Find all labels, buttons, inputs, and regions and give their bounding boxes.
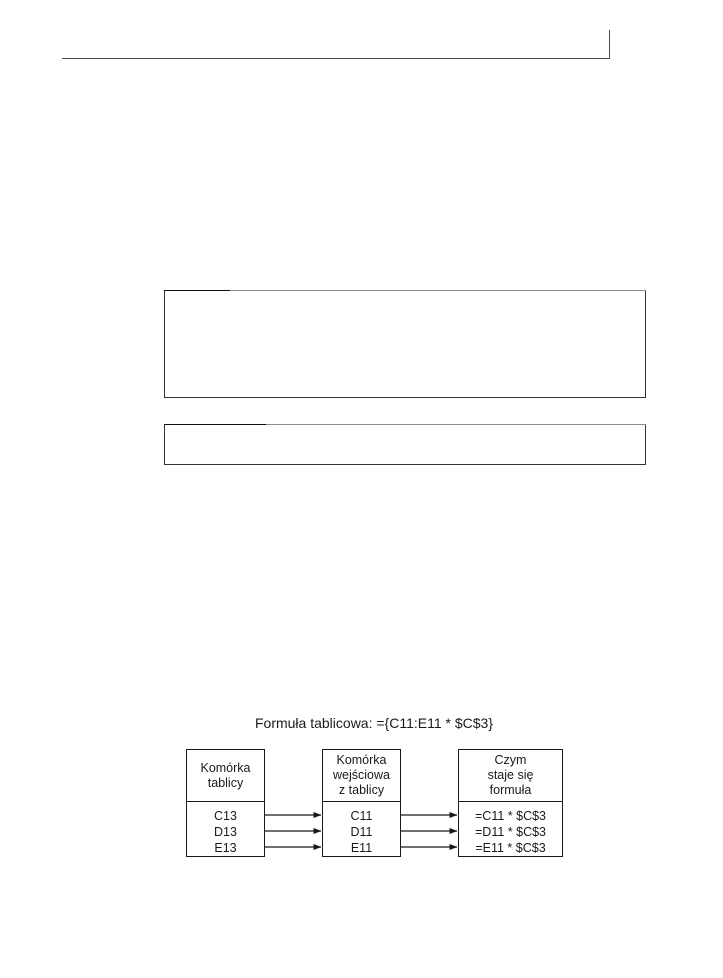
resulting-formula-header: Czym staje się formuła <box>459 750 562 802</box>
array-cell-d13: D13 <box>214 825 237 839</box>
input-cell-e11: E11 <box>350 841 373 855</box>
array-cell-c13: C13 <box>214 809 237 823</box>
input-cell-d11: D11 <box>350 825 373 839</box>
array-cell-header: Komórka tablicy <box>187 750 264 802</box>
array-cell-e13: E13 <box>214 841 237 855</box>
resulting-formula-1: =C11 * $C$3 <box>475 809 546 823</box>
resulting-formula-2: =D11 * $C$3 <box>475 825 546 839</box>
input-cell-header: Komórka wejściowa z tablicy <box>323 750 400 802</box>
resulting-formula-3: =E11 * $C$3 <box>475 841 546 855</box>
figure-title: Formuła tablicowa: ={C11:E11 * $C$3} <box>254 715 493 731</box>
input-cell-c11: C11 <box>350 809 373 823</box>
